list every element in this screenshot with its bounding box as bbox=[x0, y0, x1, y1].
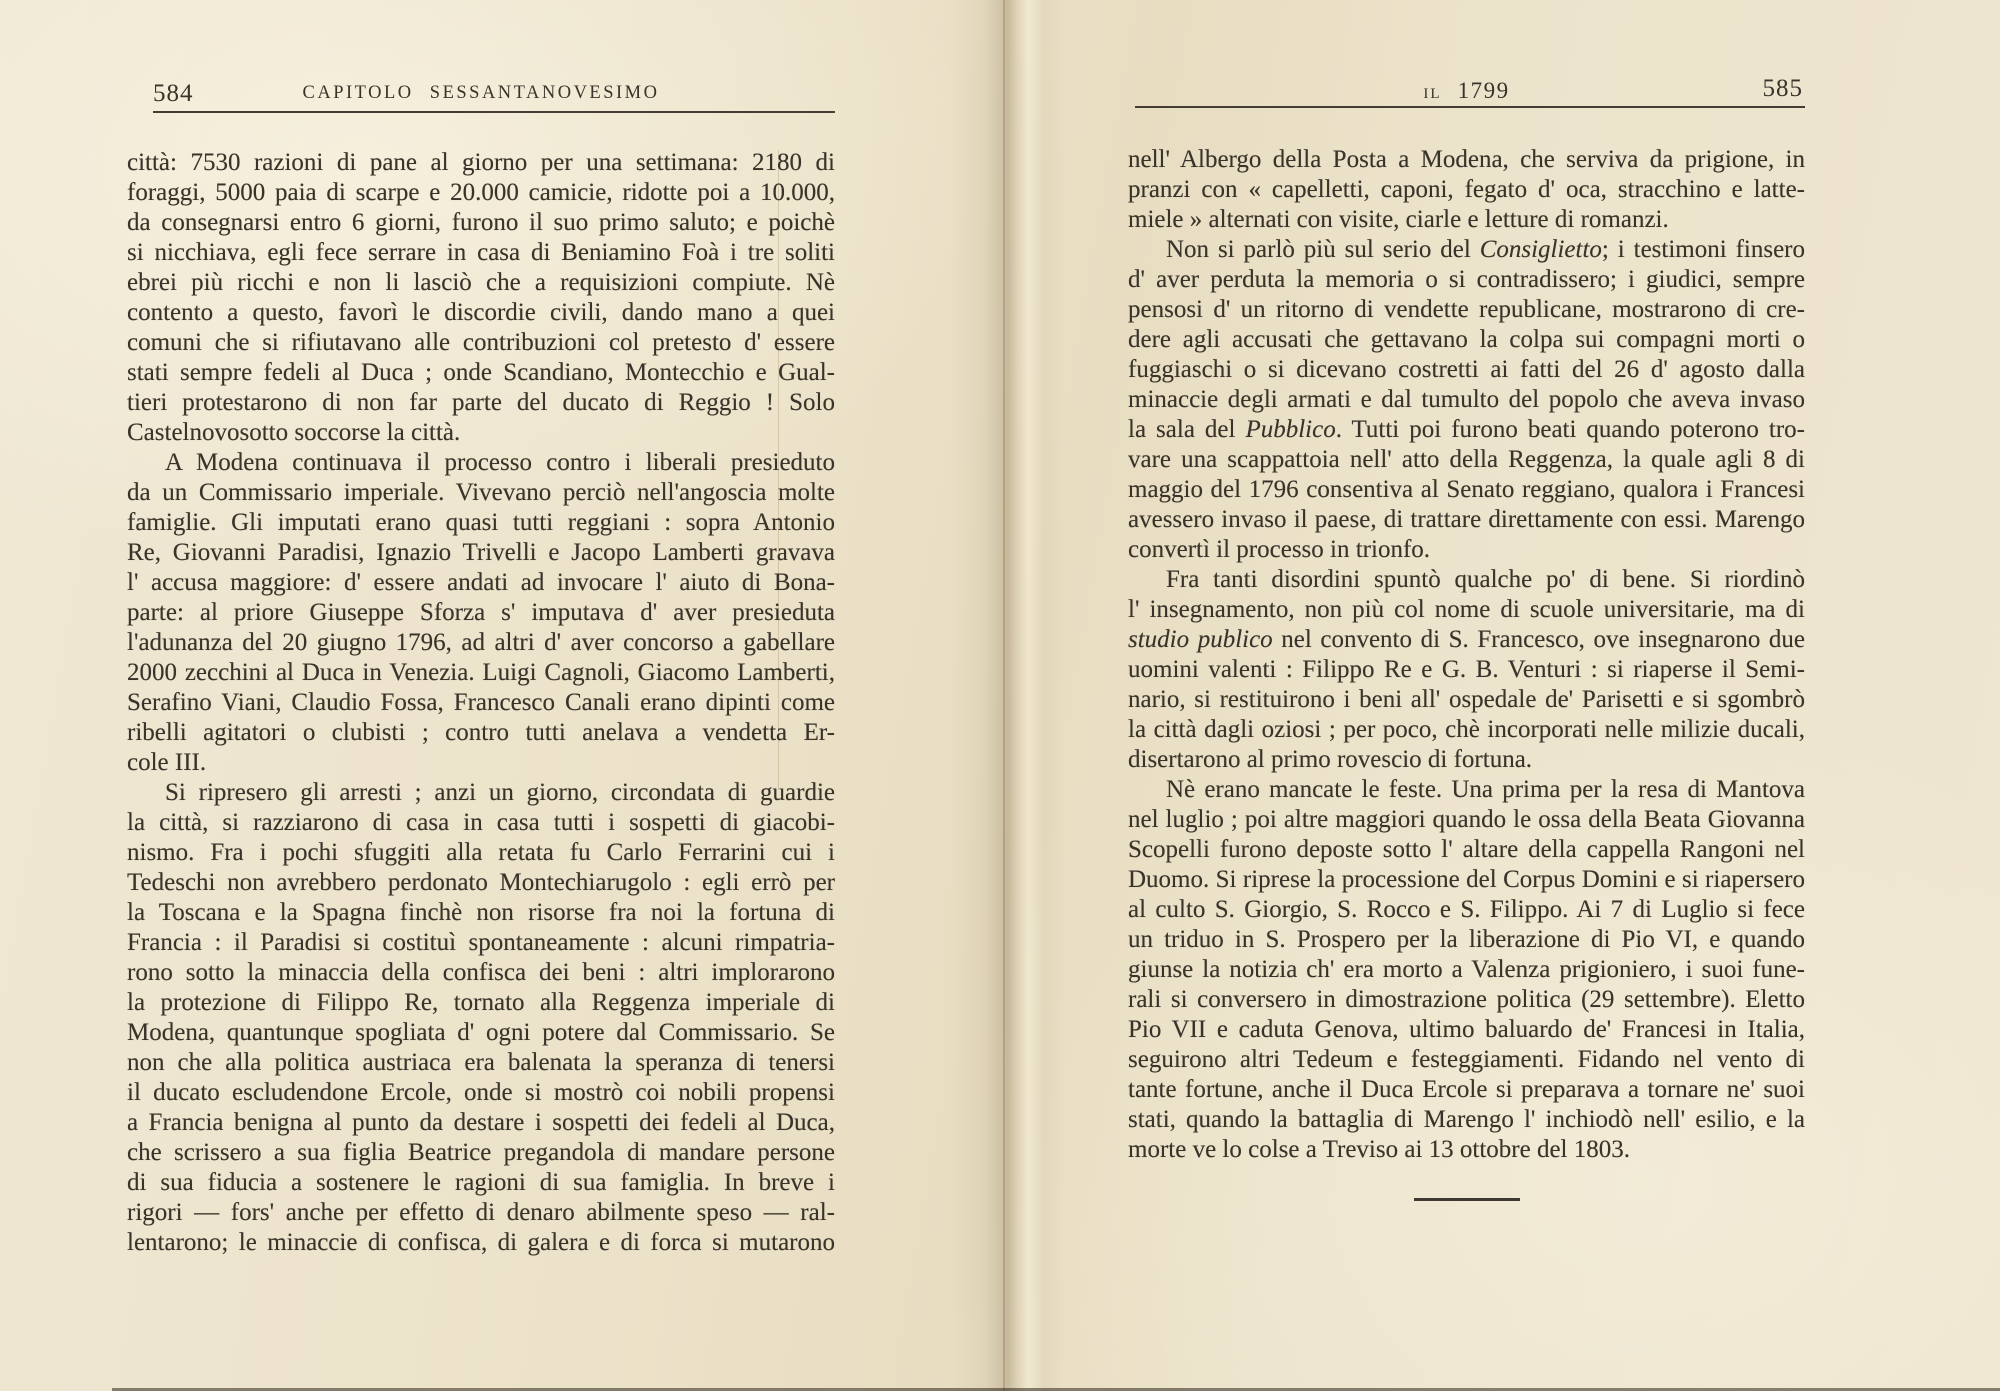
text-line: convertì il processo in trionfo. bbox=[1128, 536, 1431, 563]
text-line: ebrei più ricchi e non li lasciò che a requisizioni compiute. Nè bbox=[127, 269, 835, 296]
page-number-right: 585 bbox=[1762, 75, 1803, 102]
text-line: la Toscana e la Spagna finchè non risorse fra noi la fortuna di bbox=[127, 899, 835, 926]
text-line: stati sempre fedeli al Duca ; onde Scandiano, Montecchio e Gual- bbox=[127, 359, 835, 386]
text-line: seguirono altri Tedeum e festeggiamenti. Fidando nel vento di bbox=[1128, 1046, 1805, 1073]
text-line: Duomo. Si riprese la processione del Corpus Domini e si riapersero bbox=[1128, 866, 1805, 893]
text-line: dere agli accusati che gettavano la colpa sui compagni morti o bbox=[1128, 326, 1805, 353]
text-line: Francia : il Paradisi si costituì spontaneamente : alcuni rimpatria- bbox=[127, 929, 835, 956]
text-line: la sala del Pubblico. Tutti poi furono beati quando poterono tro- bbox=[1128, 416, 1805, 443]
running-header-left: CAPITOLO SESSANTANOVESIMO bbox=[302, 83, 660, 103]
text-line: avessero invaso il paese, di trattare direttamente con essi. Marengo bbox=[1128, 506, 1805, 533]
text-line: comuni che si rifiutavano alle contribuzioni col pretesto d' essere bbox=[127, 329, 835, 356]
text-line: miele » alternati con visite, ciarle e letture di romanzi. bbox=[1128, 206, 1669, 233]
text-line: Pio VII e caduta Genova, ultimo baluardo de' Francesi in Italia, bbox=[1128, 1016, 1805, 1043]
text-line: rono sotto la minaccia della confisca dei beni : altri implorarono bbox=[127, 959, 835, 986]
text-line: un triduo in S. Prospero per la liberazione di Pio VI, e quando bbox=[1128, 926, 1805, 953]
text-line: Scopelli furono deposte sotto l' altare della cappella Rangoni nel bbox=[1128, 836, 1805, 863]
text-line: A Modena continuava il processo contro i liberali presieduto bbox=[165, 449, 835, 476]
gutter-fold-shadow bbox=[950, 0, 1065, 1391]
text-line: il ducato escludendone Ercole, onde si mostrò coi nobili propensi bbox=[127, 1079, 835, 1106]
text-line: rigori — fors' anche per effetto di denaro abilmente speso — ral- bbox=[127, 1199, 835, 1226]
text-line: maggio del 1796 consentiva al Senato reggiano, qualora i Francesi bbox=[1128, 476, 1805, 503]
text-line: fuggiaschi o si dicevano costretti ai fatti del 26 d' agosto dalla bbox=[1128, 356, 1805, 383]
text-line: tieri protestarono di non far parte del ducato di Reggio ! Solo bbox=[127, 389, 835, 416]
gutter-fold-line bbox=[1003, 0, 1005, 1391]
page-header-left bbox=[127, 80, 835, 110]
text-column-left bbox=[127, 148, 835, 1258]
text-line: vare una scappattoia nell' atto della Reggenza, la quale agli 8 di bbox=[1128, 446, 1805, 473]
text-line: che scrissero a sua figlia Beatrice pregandola di mandare persone bbox=[127, 1139, 835, 1166]
text-line: d' aver perduta la memoria o si contradissero; i giudici, sempre bbox=[1128, 266, 1805, 293]
text-line: famiglie. Gli imputati erano quasi tutti reggiani : sopra Antonio bbox=[127, 509, 835, 536]
text-line: parte: al priore Giuseppe Sforza s' imputava d' aver presieduta bbox=[127, 599, 835, 626]
text-line: di sua fiducia a sostenere le ragioni di sua famiglia. In breve i bbox=[127, 1169, 835, 1196]
text-line: l' accusa maggiore: d' essere andati ad invocare l' aiuto di Bona- bbox=[127, 569, 835, 596]
text-line: l'adunanza del 20 giugno 1796, ad altri d' aver concorso a gabellare bbox=[127, 629, 835, 656]
text-line: ribelli agitatori o clubisti ; contro tutti anelava a vendetta Er- bbox=[127, 719, 835, 746]
text-line: nario, si restituirono i beni all' ospedale de' Parisetti e si sgombrò bbox=[1128, 686, 1805, 713]
text-line: Tedeschi non avrebbero perdonato Montechiarugolo : egli errò per bbox=[127, 869, 835, 896]
page-header-right bbox=[1128, 75, 1805, 105]
text-line: nell' Albergo della Posta a Modena, che serviva da prigione, in bbox=[1128, 146, 1805, 173]
text-line: minaccie degli armati e dal tumulto del popolo che aveva invaso bbox=[1128, 386, 1805, 413]
text-line: disertarono al primo rovescio di fortuna. bbox=[1128, 746, 1533, 773]
text-line: la protezione di Filippo Re, tornato alla Reggenza imperiale di bbox=[127, 989, 835, 1016]
text-line: studio publico nel convento di S. Francesco, ove insegnarono due bbox=[1128, 626, 1806, 653]
text-line: tante fortune, anche il Duca Ercole si preparava a tornare ne' suoi bbox=[1128, 1076, 1805, 1103]
text-line: nismo. Fra i pochi sfuggiti alla retata fu Carlo Ferrarini cui i bbox=[127, 839, 835, 866]
text-line: uomini valenti : Filippo Re e G. B. Venturi : si riaperse il Semi- bbox=[1128, 656, 1805, 683]
text-line: Serafino Viani, Claudio Fossa, Francesco Canali erano dipinti come bbox=[127, 689, 835, 716]
text-line: morte ve lo colse a Treviso ai 13 ottobre del 1803. bbox=[1128, 1136, 1631, 1163]
page-right-585 bbox=[1128, 75, 1805, 1201]
text-line: a Francia benigna al punto da destare i sospetti dei fedeli al Duca, bbox=[127, 1109, 835, 1136]
text-line: si nicchiava, egli fece serrare in casa di Beniamino Foà i tre soliti bbox=[127, 239, 835, 266]
text-line: contento a questo, favorì le discordie civili, dando mano a quei bbox=[127, 299, 835, 326]
running-header-right-prefix: IL bbox=[1423, 86, 1442, 102]
text-line: Si ripresero gli arresti ; anzi un giorno, circondata di guardie bbox=[165, 779, 835, 806]
text-line: rali si conversero in dimostrazione politica (29 settembre). Eletto bbox=[1128, 986, 1805, 1013]
text-line: Re, Giovanni Paradisi, Ignazio Trivelli e Jacopo Lamberti gravava bbox=[127, 539, 835, 566]
text-line: pensosi d' un ritorno di vendette republicane, mostrarono di cre- bbox=[1128, 296, 1805, 323]
section-end-rule bbox=[1414, 1198, 1520, 1201]
text-line: da consegnarsi entro 6 giorni, furono il suo primo saluto; e poichè bbox=[127, 209, 835, 236]
text-column-right bbox=[1128, 145, 1805, 1165]
text-line: Fra tanti disordini spuntò qualche po' di bene. Si riordinò bbox=[1166, 566, 1805, 593]
header-rule-left bbox=[153, 111, 835, 113]
text-line: 2000 zecchini al Duca in Venezia. Luigi Cagnoli, Giacomo Lamberti, bbox=[127, 659, 835, 686]
text-line: Castelnovosotto soccorse la città. bbox=[127, 419, 461, 446]
text-line: giunse la notizia ch' era morto a Valenza prigioniero, i suoi fune- bbox=[1128, 956, 1805, 983]
text-line: Nè erano mancate le feste. Una prima per la resa di Mantova bbox=[1166, 776, 1805, 803]
page-left-584 bbox=[127, 80, 835, 1258]
text-line: foraggi, 5000 paia di scarpe e 20.000 camicie, ridotte poi a 10.000, bbox=[127, 179, 835, 206]
text-line: lentarono; le minaccie di confisca, di galera e di forca si mutarono bbox=[127, 1229, 835, 1256]
text-line: nel luglio ; poi altre maggiori quando le ossa della Beata Giovanna bbox=[1128, 806, 1805, 833]
text-line: non che alla politica austriaca era balenata la speranza di tenersi bbox=[127, 1049, 835, 1076]
page-number-left: 584 bbox=[153, 80, 194, 107]
text-line: cole III. bbox=[127, 749, 207, 776]
text-line: stati, quando la battaglia di Marengo l' inchiodò nell' esilio, e la bbox=[1128, 1106, 1805, 1133]
text-line: pranzi con « capelletti, caponi, fegato d' oca, stracchino e latte- bbox=[1128, 176, 1805, 203]
text-line: città: 7530 razioni di pane al giorno per una settimana: 2180 di bbox=[127, 149, 835, 176]
text-line: da un Commissario imperiale. Vivevano perciò nell'angoscia molte bbox=[127, 479, 835, 506]
text-line: la città, si razziarono di casa in casa tutti i sospetti di giacobi- bbox=[127, 809, 835, 836]
text-line: Modena, quantunque spogliata d' ogni potere dal Commissario. Se bbox=[127, 1019, 835, 1046]
running-header-right-year: 1799 bbox=[1457, 78, 1510, 103]
text-line: la città dagli oziosi ; per poco, chè incorporati nelle milizie ducali, bbox=[1128, 716, 1805, 743]
text-line: Non si parlò più sul serio del Consiglietto; i testimoni finsero bbox=[1166, 236, 1805, 263]
text-line: l' insegnamento, non più col nome di scuole universitarie, ma di bbox=[1128, 596, 1805, 623]
text-line: al culto S. Giorgio, S. Rocco e S. Filippo. Ai 7 di Luglio si fece bbox=[1128, 896, 1805, 923]
header-rule-right bbox=[1135, 106, 1805, 108]
running-header-right bbox=[1128, 75, 1805, 104]
